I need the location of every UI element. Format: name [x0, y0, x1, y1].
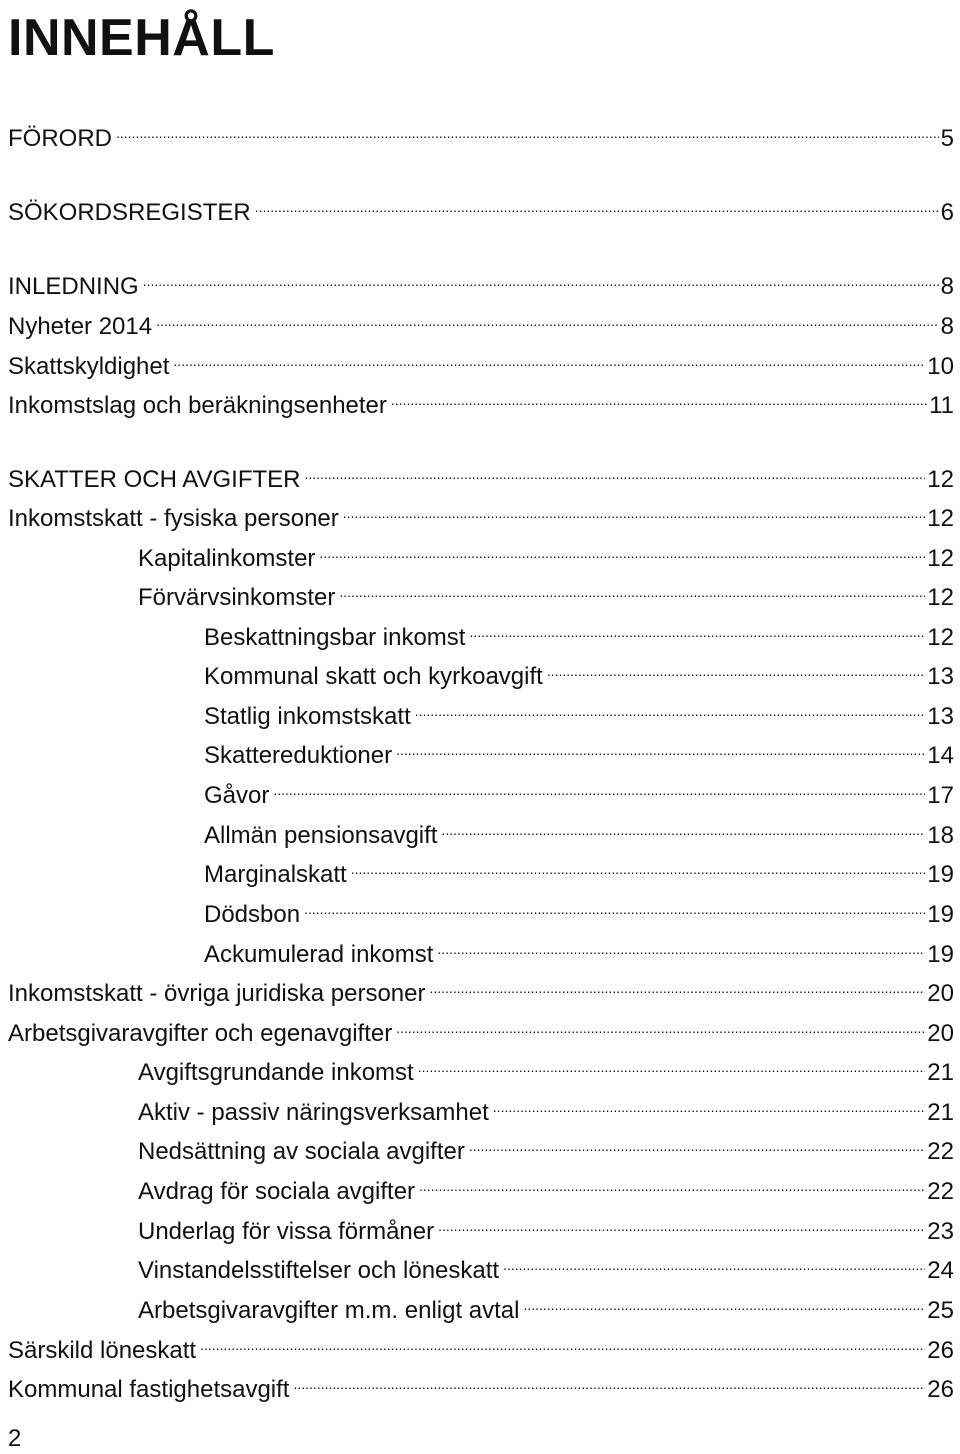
toc-entry-page: 21: [927, 1099, 954, 1126]
toc-entry-page: 17: [927, 782, 954, 809]
toc-dot-leader: [339, 567, 925, 605]
toc-entry-label: Avdrag för sociala avgifter: [138, 1178, 416, 1205]
toc-dot-leader: [343, 488, 926, 526]
toc-entry-label: Kommunal fastighetsavgift: [8, 1376, 290, 1403]
toc-dot-leader: [419, 1161, 925, 1199]
toc-entry-label: Inkomstskatt - övriga juridiska personer: [8, 980, 426, 1007]
toc-entry-page: 23: [927, 1218, 954, 1245]
toc-entry[interactable]: [8, 1359, 954, 1403]
toc-entry-label: INLEDNING: [8, 273, 139, 300]
toc-entry-label: SKATTER OCH AVGIFTER: [8, 466, 301, 493]
toc-entry-page: 26: [927, 1337, 954, 1364]
toc-entry[interactable]: [8, 296, 954, 340]
toc-dot-leader: [396, 1003, 925, 1041]
toc-entry-page: 13: [927, 703, 954, 730]
toc-dot-leader: [143, 256, 939, 294]
toc-entry-label: Skattereduktioner: [204, 742, 393, 769]
toc-entry-label: Beskattningsbar inkomst: [204, 624, 466, 651]
toc-dot-leader: [493, 1082, 926, 1120]
toc-dot-leader: [503, 1240, 925, 1278]
toc-entry-label: Vinstandelsstiftelser och löneskatt: [138, 1257, 500, 1284]
toc-entry[interactable]: [204, 686, 954, 730]
toc-entry-page: 26: [927, 1376, 954, 1403]
toc-entry-label: Inkomstslag och beräkningsenheter: [8, 392, 387, 419]
toc-entry[interactable]: [138, 1280, 954, 1324]
toc-dot-leader: [304, 884, 925, 922]
toc-entry[interactable]: [8, 1320, 954, 1364]
toc-entry-label: Kapitalinkomster: [138, 545, 316, 572]
toc-entry[interactable]: [8, 449, 954, 493]
toc-entry[interactable]: [138, 1240, 954, 1284]
toc-entry-page: 6: [940, 199, 954, 226]
toc-dot-leader: [304, 449, 925, 487]
toc-entry[interactable]: [8, 182, 954, 226]
toc-entry[interactable]: [8, 1003, 954, 1047]
toc-entry[interactable]: [204, 725, 954, 769]
toc-entry-page: 12: [927, 624, 954, 651]
toc-entry-label: Nyheter 2014: [8, 313, 153, 340]
toc-entry[interactable]: [204, 646, 954, 690]
toc-entry-label: Aktiv - passiv näringsverksamhet: [138, 1099, 489, 1126]
toc-entry[interactable]: [204, 607, 954, 651]
toc-entry-page: 8: [940, 273, 954, 300]
toc-entry-page: 19: [927, 941, 954, 968]
toc-dot-leader: [273, 765, 925, 803]
toc-entry-label: Inkomstskatt - fysiska personer: [8, 505, 339, 532]
toc-entry-label: Kommunal skatt och kyrkoavgift: [204, 663, 543, 690]
toc-entry-page: 21: [927, 1059, 954, 1086]
toc-entry[interactable]: [204, 805, 954, 849]
toc-entry[interactable]: [8, 336, 954, 380]
toc-entry[interactable]: [138, 528, 954, 572]
toc-entry-page: 20: [927, 980, 954, 1007]
toc-entry-page: 24: [927, 1257, 954, 1284]
toc-entry-page: 8: [940, 313, 954, 340]
toc-entry-label: Nedsättning av sociala avgifter: [138, 1138, 465, 1165]
toc-dot-leader: [469, 1121, 925, 1159]
toc-entry-page: 5: [940, 125, 954, 152]
toc-entry-label: Dödsbon: [204, 901, 301, 928]
toc-entry-page: 25: [927, 1297, 954, 1324]
toc-entry-page: 12: [927, 584, 954, 611]
toc-entry-page: 18: [927, 822, 954, 849]
toc-entry-page: 12: [927, 466, 954, 493]
toc-entry-page: 12: [927, 505, 954, 532]
toc-entry-label: Avgiftsgrundande inkomst: [138, 1059, 414, 1086]
toc-dot-leader: [351, 844, 926, 882]
toc-entry[interactable]: [204, 924, 954, 968]
toc-entry-label: Allmän pensionsavgift: [204, 822, 438, 849]
toc-entry[interactable]: [8, 256, 954, 300]
toc-entry[interactable]: [8, 963, 954, 1007]
toc-entry-page: 19: [927, 901, 954, 928]
toc-entry-page: 11: [929, 392, 954, 419]
toc-dot-leader: [255, 182, 939, 220]
toc-dot-leader: [418, 1042, 926, 1080]
toc-entry[interactable]: [138, 1161, 954, 1205]
toc-entry-label: Statlig inkomstskatt: [204, 703, 411, 730]
toc-entry-page: 14: [927, 742, 954, 769]
toc-dot-leader: [116, 108, 939, 146]
toc-entry-label: SÖKORDSREGISTER: [8, 199, 251, 226]
toc-entry-page: 19: [927, 861, 954, 888]
toc-entry[interactable]: [8, 488, 954, 532]
page-title: INNEHÅLL: [8, 9, 275, 67]
toc-dot-leader: [396, 725, 925, 763]
toc-entry[interactable]: [204, 844, 954, 888]
toc-entry[interactable]: [138, 1201, 954, 1245]
toc-dot-leader: [415, 686, 926, 724]
toc-entry-page: 20: [927, 1020, 954, 1047]
toc-entry[interactable]: [204, 765, 954, 809]
toc-entry-label: Särskild löneskatt: [8, 1337, 197, 1364]
toc-dot-leader: [469, 607, 925, 645]
toc-dot-leader: [438, 1201, 925, 1239]
toc-dot-leader: [319, 528, 925, 566]
toc-entry[interactable]: [138, 1082, 954, 1126]
toc-dot-leader: [391, 375, 927, 413]
toc-entry[interactable]: [138, 1121, 954, 1165]
page-number: 2: [8, 1425, 22, 1452]
toc-entry-label: Skattskyldighet: [8, 353, 170, 380]
toc-dot-leader: [156, 296, 939, 334]
toc-entry[interactable]: [204, 884, 954, 928]
toc-dot-leader: [547, 646, 925, 684]
toc-dot-leader: [430, 963, 926, 1001]
toc-dot-leader: [293, 1359, 925, 1397]
toc-entry[interactable]: [8, 108, 954, 152]
toc-entry-page: 22: [927, 1178, 954, 1205]
toc-entry-page: 12: [927, 545, 954, 572]
toc-entry-label: Arbetsgivaravgifter m.m. enligt avtal: [138, 1297, 520, 1324]
toc-entry-page: 22: [927, 1138, 954, 1165]
toc-dot-leader: [441, 805, 925, 843]
toc-entry-label: Underlag för vissa förmåner: [138, 1218, 435, 1245]
toc-entry-page: 13: [927, 663, 954, 690]
toc-entry-label: FÖRORD: [8, 125, 112, 152]
toc-entry[interactable]: [138, 567, 954, 611]
toc-entry-label: Marginalskatt: [204, 861, 347, 888]
toc-dot-leader: [437, 924, 925, 962]
toc-entry[interactable]: [8, 375, 954, 419]
toc-entry-label: Gåvor: [204, 782, 270, 809]
toc-dot-leader: [523, 1280, 925, 1318]
toc-entry-label: Arbetsgivaravgifter och egenavgifter: [8, 1020, 393, 1047]
toc-entry-page: 10: [927, 353, 954, 380]
toc-entry[interactable]: [138, 1042, 954, 1086]
toc-dot-leader: [200, 1320, 925, 1358]
toc-entry-label: Förvärvsinkomster: [138, 584, 336, 611]
toc-entry-label: Ackumulerad inkomst: [204, 941, 434, 968]
toc-dot-leader: [173, 336, 925, 374]
